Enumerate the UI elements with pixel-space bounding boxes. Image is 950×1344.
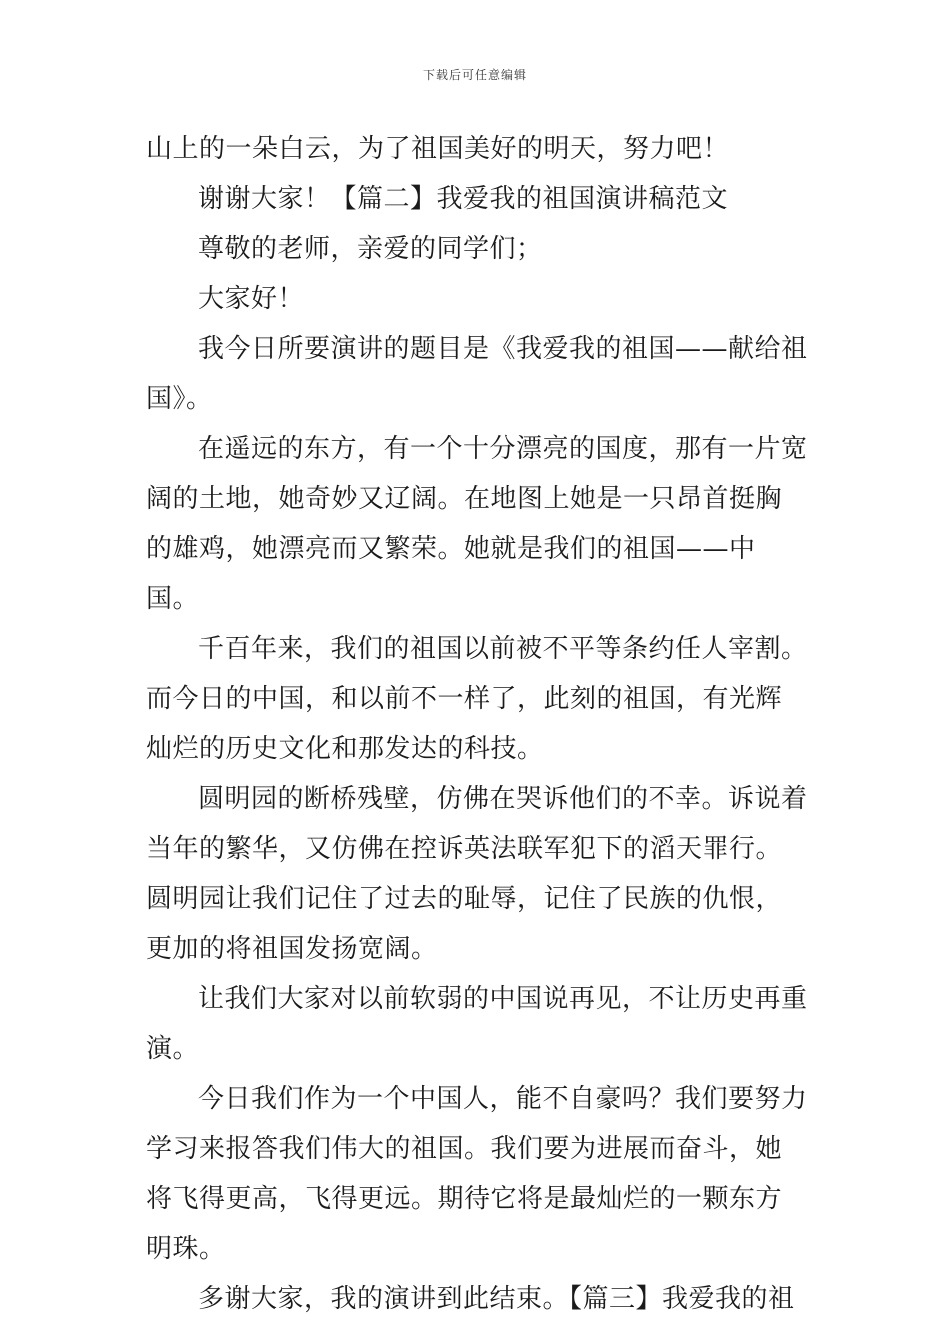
page-header: 下载后可任意编辑 — [422, 68, 527, 82]
paragraph: 在遥远的东方，有一个十分漂亮的国度，那有一片宽阔的土地，她奇妙又辽阔。在地图上她是一只昂首挺胸的雄鸡，她漂亮而又繁荣。她就是我们的祖国——中国。 — [146, 434, 808, 614]
paragraph: 山上的一朵白云，为了祖国美好的明天，努力吧！ — [146, 134, 730, 164]
paragraph: 尊敬的老师，亲爱的同学们； — [198, 234, 543, 264]
paragraph: 圆明园的断桥残壁，仿佛在哭诉他们的不幸。诉说着当年的繁华，又仿佛在控诉英法联军犯下的滔天罪行。圆明园让我们记住了过去的耻辱，记住了民族的仇恨，更加的将祖国发扬宽阔。 — [146, 784, 808, 964]
paragraph: 千百年来，我们的祖国以前被不平等条约任人宰割。而今日的中国，和以前不一样了，此刻的祖国，有光辉灿烂的历史文化和那发达的科技。 — [146, 634, 808, 764]
paragraph: 大家好！ — [198, 284, 305, 314]
paragraph: 让我们大家对以前软弱的中国说再见，不让历史再重演。 — [146, 984, 808, 1064]
paragraph: 谢谢大家！【篇二】我爱我的祖国演讲稿范文 — [198, 184, 729, 214]
paragraph: 我今日所要演讲的题目是《我爱我的祖国——献给祖国》。 — [146, 334, 808, 414]
document-body — [146, 124, 808, 1324]
paragraph: 多谢大家，我的演讲到此结束。【篇三】我爱我的祖 — [198, 1284, 795, 1314]
paragraph: 今日我们作为一个中国人，能不自豪吗？我们要努力学习来报答我们伟大的祖国。我们要为进展而奋斗，她将飞得更高，飞得更远。期待它将是最灿烂的一颗东方明珠。 — [146, 1084, 808, 1264]
